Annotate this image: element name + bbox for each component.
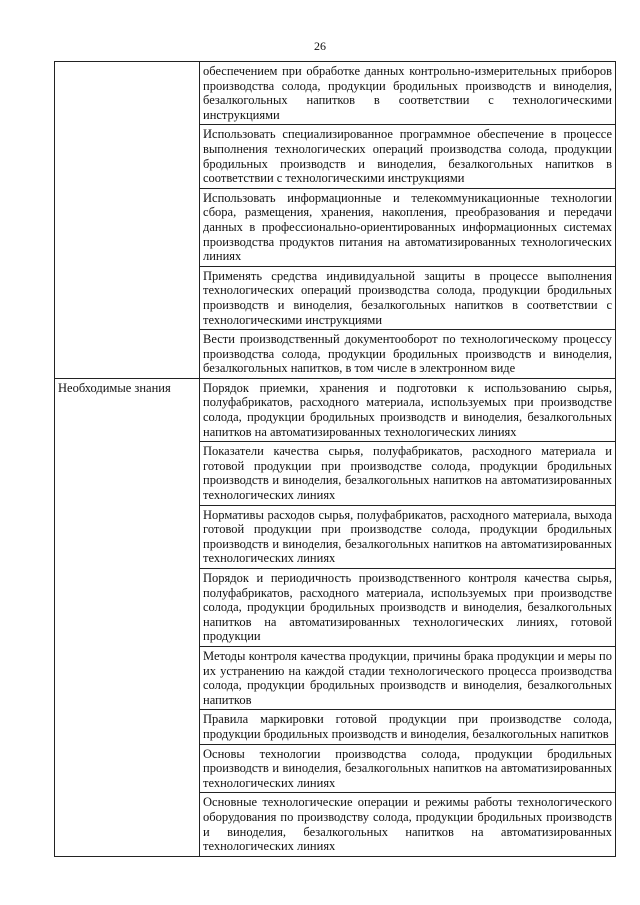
requirement-text: Использовать специализированное программное обеспечение в процессе выполнения технологических операций производства солода, продукции бродильных производств и виноделия, безалкогольных напитков в соответствии с технологическими инструкциями xyxy=(200,125,616,188)
requirement-text: Основы технологии производства солода, продукции бродильных производств и виноделия, безалкогольных напитков на автоматизированных технологических линиях xyxy=(200,744,616,793)
requirement-text: Порядок и периодичность производственного контроля качества сырья, полуфабрикатов, расходного материала, используемых при производстве солода, продукции бродильных производств и виноделия, безалкогольных напитков на автоматизированных технологических линиях, готовой продукции xyxy=(200,569,616,647)
table-row xyxy=(55,378,616,441)
page-number: 26 xyxy=(314,39,326,53)
requirement-text: Применять средства индивидуальной защиты в процессе выполнения технологических операций производства солода, продукции бродильных производств и виноделия, безалкогольных напитков в соответствии с технологическими инструкциями xyxy=(200,266,616,329)
table-row xyxy=(55,62,616,125)
section-label xyxy=(55,62,200,379)
section-label: Необходимые знания xyxy=(55,378,200,856)
requirements-table xyxy=(54,61,616,857)
requirement-text: обеспечением при обработке данных контрольно-измерительных приборов производства солода, продукции бродильных производств и виноделия, безалкогольных напитков в соответствии с технологическими инструкциями xyxy=(200,62,616,125)
requirement-text: Основные технологические операции и режимы работы технологического оборудования по производству солода, продукции бродильных производств и виноделия, безалкогольных напитков на автоматизированных технологических линиях xyxy=(200,793,616,856)
requirement-text: Правила маркировки готовой продукции при производстве солода, продукции бродильных производств и виноделия, безалкогольных напитков xyxy=(200,710,616,744)
requirement-text: Порядок приемки, хранения и подготовки к использованию сырья, полуфабрикатов, расходного материала, используемых при производстве солода, продукции бродильных производств и виноделия, безалкогольных напитков на автоматизированных технологических линиях xyxy=(200,378,616,441)
requirement-text: Использовать информационные и телекоммуникационные технологии сбора, размещения, хранения, накопления, преобразования и передачи данных в профессионально-ориентированных информационных системах производства продуктов питания на автоматизированных технологических линиях xyxy=(200,188,616,266)
requirement-text: Нормативы расходов сырья, полуфабрикатов, расходного материала, выхода готовой продукции при производстве солода, продукции бродильных производств и виноделия, безалкогольных напитков на автоматизированных технологических линиях xyxy=(200,505,616,568)
requirement-text: Вести производственный документооборот по технологическому процессу производства солода, продукции бродильных производств и виноделия, безалкогольных напитков, в том числе в электронном виде xyxy=(200,330,616,379)
requirement-text: Показатели качества сырья, полуфабрикатов, расходного материала и готовой продукции при производстве солода, продукции бродильных производств и виноделия, безалкогольных напитков на автоматизированных технологических линиях xyxy=(200,442,616,505)
requirement-text: Методы контроля качества продукции, причины брака продукции и меры по их устранению на каждой стадии технологического процесса производства солода, продукции бродильных производств и виноделия, безалкогольных напитков xyxy=(200,646,616,709)
table-body xyxy=(55,62,616,857)
